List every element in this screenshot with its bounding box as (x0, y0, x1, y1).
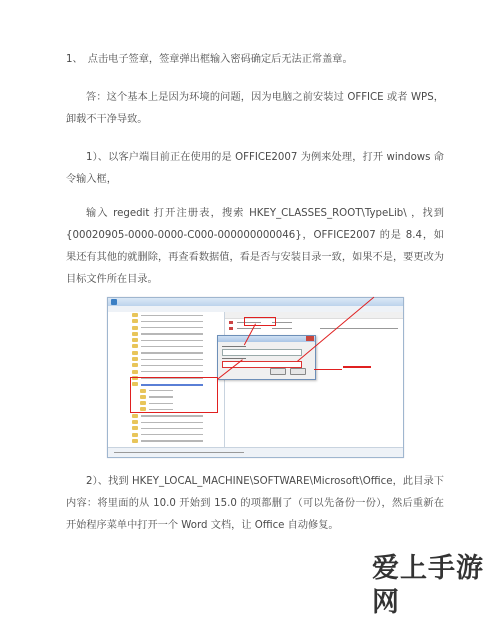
value-icon (229, 321, 233, 324)
watermark-text: 爱上手游网 (372, 553, 484, 618)
folder-icon (132, 420, 138, 424)
folder-icon (132, 313, 138, 317)
close-icon (306, 336, 314, 341)
dialog-titlebar (218, 336, 315, 342)
folder-icon (132, 338, 138, 342)
annotation-note (343, 366, 371, 368)
folder-icon (132, 370, 138, 374)
folder-icon (132, 433, 138, 437)
folder-icon (132, 326, 138, 330)
ok-button (270, 368, 286, 375)
annotation-arrow (314, 369, 342, 370)
folder-icon (132, 344, 138, 348)
paragraph-1: 1、 点击电子签章，签章弹出框输入密码确定后无法正常盖章。 (66, 54, 353, 65)
folder-icon (132, 357, 138, 361)
paragraph-2: 答：这个基本上是因为环境的问题，因为电脑之前安装过 OFFICE 或者 WPS，卸载不干净导致。 (66, 92, 444, 125)
paragraph-4: 输入 regedit 打开注册表，搜索 HKEY_CLASSES_ROOT\TypeLib\ ，找到{00020905-0000-0000-C000-000000000046}，OFFICE2007 的是 8.4，如果还有其他的就删除，再查看数据值，看是否与安装目录一致，如果不是，要更改为目标文件所在目录。 (66, 208, 444, 285)
screenshot-statusbar (108, 447, 403, 457)
cancel-button (290, 368, 306, 375)
folder-icon (132, 332, 138, 336)
paragraph-5: 2）、找到 HKEY_LOCAL_MACHINE\SOFTWARE\Microsoft\Office，此目录下内容：将里面的从 10.0 开始到 15.0 的项都删了（可以先备份一份），然后重新在开始程序菜单中打开一个 Word 文档，让 Office 自动修复。 (66, 476, 444, 531)
registry-icon (111, 299, 117, 305)
screenshot-titlebar (108, 298, 403, 306)
registry-editor-screenshot (107, 297, 404, 458)
folder-icon (132, 439, 138, 443)
screenshot-value-list (225, 312, 403, 448)
folder-icon (132, 363, 138, 367)
site-watermark-logo (372, 552, 490, 618)
annotation-box-value (244, 317, 276, 326)
value-icon (229, 327, 233, 330)
folder-icon (132, 414, 138, 418)
paragraph-3: 1）、以客户端目前正在使用的是 OFFICE2007 为例来处理，打开 windows 命令输入框， (66, 152, 444, 185)
tree-row (108, 438, 224, 444)
folder-icon (132, 426, 138, 430)
annotation-box-key (130, 377, 218, 413)
folder-icon (132, 319, 138, 323)
folder-icon (132, 351, 138, 355)
